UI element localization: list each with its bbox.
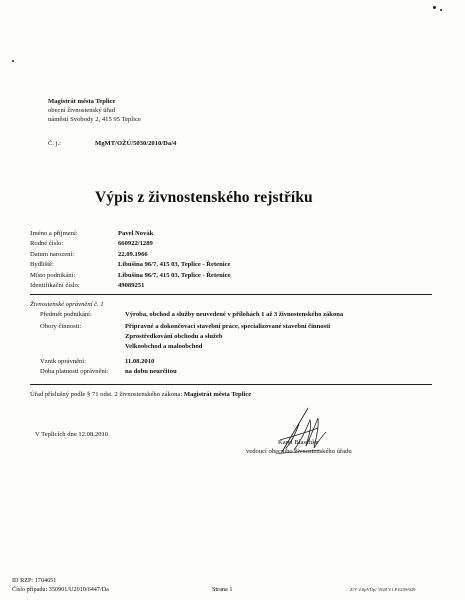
- license-heading: Živnostenské oprávnění č. 1: [30, 301, 104, 308]
- divider: [30, 384, 432, 385]
- field-item: Zprostředkování obchodu a služeb: [125, 333, 223, 340]
- fields-label: Obory činnosti:: [40, 323, 82, 330]
- divider: [30, 294, 432, 295]
- subject-label: Předmět podnikání:: [40, 311, 92, 318]
- authority-name: Magistrát města Teplice: [48, 98, 116, 105]
- authority-address: náměstí Svobody 2, 415 95 Teplice: [48, 116, 141, 123]
- office-line: [30, 391, 251, 398]
- person-value: 660922/1289: [118, 240, 153, 247]
- person-label: Datum narození:: [30, 251, 75, 258]
- subject-value: Výroba, obchod a služby neuvedené v přílohách 1 až 3 živnostenského zákona: [125, 311, 344, 318]
- footer-case-no: Číslo případu: 350901/U2010/6447/Da: [12, 586, 109, 593]
- authority-dept: obecní živnostenský úřad: [48, 107, 116, 114]
- ref-label: Č. j.:: [48, 140, 62, 147]
- signatory-role: vedoucí obecního živnostenského úřadu: [246, 448, 352, 455]
- place-date: V Teplicích dne 12.08.2010: [35, 431, 109, 438]
- footer-id-rzp: ID RZP: 1704651: [12, 577, 57, 584]
- origin-value: 11.08.2010: [125, 358, 155, 365]
- scan-speck: [433, 6, 436, 9]
- office-text: Úřad příslušný podle § 71 odst. 2 živnostenského zákona:: [30, 391, 183, 398]
- signatory-name: Karel Blaschke: [278, 439, 319, 446]
- person-value: Pavel Novák: [118, 230, 154, 237]
- scan-speck: [440, 9, 442, 11]
- person-value: 49089251: [118, 282, 145, 289]
- validity-value: na dobu neurčitou: [125, 368, 177, 375]
- person-label: Bydliště:: [30, 261, 54, 268]
- person-label: Místo podnikání:: [30, 272, 76, 279]
- origin-label: Vznik oprávnění:: [40, 358, 86, 365]
- person-label: Rodné číslo:: [30, 240, 64, 247]
- office-value: Magistrát města Teplice: [183, 391, 252, 398]
- field-item: Přípravné a dokončovací stavební práce, specializované stavební činnosti: [125, 323, 331, 330]
- person-label: Identifikační číslo:: [30, 282, 80, 289]
- footer-code: Z/V 2.0pVÚp/ 1920 V1.P.0239/029: [350, 587, 416, 592]
- person-label: Jméno a příjmení:: [30, 230, 78, 237]
- person-value: 22.09.1966: [118, 251, 148, 258]
- scan-speck: [12, 60, 14, 62]
- person-value: Libušina 96/7, 415 03, Teplice - Řetenice: [118, 261, 231, 268]
- footer-page: Strana 1: [212, 586, 233, 593]
- person-value: Libušina 96/7, 415 03, Teplice - Řetenice: [118, 272, 231, 279]
- validity-label: Doba platnosti oprávnění:: [40, 368, 109, 375]
- ref-value: MgMT/OŽÚ/5030/2010/Da/4: [95, 140, 177, 147]
- document-title: Výpis z živnostenského rejstříku: [95, 189, 313, 206]
- field-item: Velkoobchod a maloobchod: [125, 343, 203, 350]
